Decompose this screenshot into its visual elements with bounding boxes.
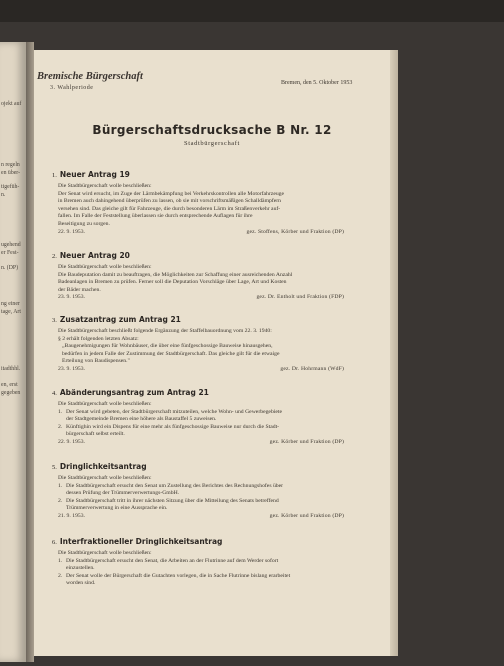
section-body xyxy=(58,550,358,588)
signature-signers: gez. Körber und Fraktion (DP) xyxy=(269,438,344,445)
list-number: 2. xyxy=(58,423,63,430)
list-item xyxy=(58,498,358,513)
left-page-fragment: en über- xyxy=(1,170,21,176)
section-title: Neuer Antrag 19 xyxy=(59,170,130,179)
signature-row xyxy=(58,439,358,447)
text-line: dessen Prüfung der Trümmerverwertungs-GmbH. xyxy=(66,490,180,497)
left-page-fragment: er Fest- xyxy=(1,250,19,256)
list-item xyxy=(58,409,358,424)
signature-signers: gez. Körber und Fraktion (DP) xyxy=(269,512,344,519)
section-number: 6. xyxy=(52,539,57,546)
section-heading xyxy=(52,316,181,325)
text-line: § 2 erhält folgenden letzten Absatz: xyxy=(58,335,139,342)
signature-signers: gez. Dr. Entholt und Fraktion (FDP) xyxy=(256,294,344,301)
signature-date: 22. 9. 1953. xyxy=(58,438,86,445)
top-dark-border xyxy=(0,0,504,22)
left-page-fragment: n. xyxy=(1,192,6,198)
section-number: 2. xyxy=(52,253,57,260)
list-item xyxy=(58,558,358,573)
section-title: Neuer Antrag 20 xyxy=(59,251,130,260)
section-title: Abänderungsantrag zum Antrag 21 xyxy=(59,388,209,397)
list-number: 1. xyxy=(58,557,63,564)
section-body xyxy=(58,475,358,521)
left-page-fragment: ng einer xyxy=(1,301,20,307)
text-line: Künftighin wird ein Dispens für eine mehr als fünfgeschossige Bauweise nur durch die Stadt- xyxy=(66,423,280,430)
section-number: 5. xyxy=(52,464,57,471)
signature-signers: gez. Dr. Hohrmann (WdF) xyxy=(280,365,344,372)
section-body xyxy=(58,183,358,236)
text-line: Badeanlagen in Bremen zu prüfen. Ferner soll die Deputation Vorschläge über Lage, Art und Kosten xyxy=(58,279,287,286)
signature-date: 21. 9. 1953. xyxy=(58,512,86,519)
left-page-fragment: itadthhl. xyxy=(1,366,21,372)
text-line: Die Stadtbürgerschaft tritt in ihrer nächsten Sitzung über die Mitteilung des Senats betreffend xyxy=(66,497,279,504)
section-body xyxy=(58,264,358,302)
text-line: in Bremen auch dahingehend überprüfen zu lassen, ob sie mit vorschriftsmäßigen Schalldämpfern xyxy=(58,198,282,205)
left-page-fragment: n. (DP) xyxy=(1,265,19,271)
text-line: Die Stadtbürgerschaft ersucht den Senat, die Arbeiten an der Flutrinne auf dem Werder sofort xyxy=(66,557,279,564)
list-number: 2. xyxy=(58,572,63,579)
left-page-fragment: tigefüh- xyxy=(1,184,20,190)
left-page-fragment: gegeben xyxy=(1,390,21,396)
list-number: 1. xyxy=(58,408,63,415)
section-heading xyxy=(52,171,130,180)
signature-date: 23. 9. 1953. xyxy=(58,365,86,372)
organization-name: Bremische Bürgerschaft xyxy=(37,71,143,82)
left-page-fragment: n regeln xyxy=(1,162,20,168)
left-page-margin xyxy=(0,42,26,662)
text-line: der Stadtgemeinde Bremen eine höhere als Baustaffel 5 zuweisen. xyxy=(66,416,217,423)
text-line: Der Senat wird ersucht, im Zuge der Lärmbekämpfung bei Verkehrskontrollen alle Motorfahrzeuge xyxy=(58,190,285,197)
section-title: Zusatzantrag zum Antrag 21 xyxy=(59,315,181,324)
text-line: versehen sind. Das gleiche gilt für Fahrzeuge, die durch besonderen Lärm im Straßenverkehr auf- xyxy=(58,205,281,212)
left-page-fragment: ugehend xyxy=(1,242,21,248)
text-line: Der Senat wird gebeten, der Stadtbürgerschaft mitzuteilen, welche Wohn- und Gewerbegebiete xyxy=(66,408,283,415)
section-intro: Die Stadtbürgerschaft wolle beschließen: xyxy=(58,264,152,270)
section-intro: Die Stadtbürgerschaft wolle beschließen: xyxy=(58,550,152,556)
section-heading xyxy=(52,389,209,398)
list-item xyxy=(58,483,358,498)
list-number: 2. xyxy=(58,497,63,504)
text-line: bedürfen in jedem Falle der Zustimmung der Stadtbürgerschaft. Das gleiche gilt für die etwaige xyxy=(62,350,280,357)
section-heading xyxy=(52,538,222,547)
book-gutter xyxy=(26,42,34,662)
section-title: Dringlichkeitsantrag xyxy=(59,462,147,471)
section-number: 4. xyxy=(52,390,57,397)
text-line: Trümmerverwertung in eine Aussprache ein. xyxy=(66,505,168,512)
document-page xyxy=(34,50,390,656)
section-intro: Die Stadtbürgerschaft beschließt folgende Ergänzung der Staffelbauordnung vom 22. 3. 1940: xyxy=(58,328,272,334)
section-number: 1. xyxy=(52,172,57,179)
signature-row xyxy=(58,294,358,302)
left-page-fragment: ojekt auf xyxy=(1,101,22,107)
text-line: „Baugenehmigungen für Wohnbäuser, die über eine fünfgeschossige Bauweise hinausgehen, xyxy=(62,343,273,350)
section-heading xyxy=(52,463,147,472)
text-line: Die Baudeputation damit zu beauftragen, die Möglichkeiten zur Schaffung einer ausreichenden Anzahl xyxy=(58,271,293,278)
text-line: Erteilung von Baudispensen." xyxy=(62,358,130,365)
section-intro: Die Stadtbürgerschaft wolle beschließen: xyxy=(58,183,152,189)
text-line: Der Senat wolle der Bürgerschaft die Gutachten vorlegen, die in Sache Flutrinne bislang erarbeitet xyxy=(66,572,291,579)
text-line: der Bäder machen. xyxy=(58,286,101,293)
text-line: worden sind. xyxy=(66,580,96,587)
legislative-period: 3. Wahlperiode xyxy=(50,85,94,91)
section-body xyxy=(58,328,358,374)
text-line: fallen. Im Falle der Feststellung überlassen sie durch entsprechende Auflagen für ihre xyxy=(58,213,253,220)
list-item xyxy=(58,424,358,439)
signature-row xyxy=(58,229,358,237)
section-body xyxy=(58,401,358,447)
signature-row xyxy=(58,513,358,521)
text-line: bürgerschaft selbst erteilt. xyxy=(66,431,125,438)
section-number: 3. xyxy=(52,317,57,324)
text-line: Beseitigung zu sorgen. xyxy=(58,220,110,227)
document-subtitle: Stadtbürgerschaft xyxy=(184,140,240,147)
section-intro: Die Stadtbürgerschaft wolle beschließen: xyxy=(58,401,152,407)
signature-date: 22. 9. 1953. xyxy=(58,228,86,235)
section-heading xyxy=(52,252,130,261)
left-page-fragment: tage, Art xyxy=(1,309,21,315)
document-title: Bürgerschaftsdrucksache B Nr. 12 xyxy=(92,123,332,137)
list-number: 1. xyxy=(58,482,63,489)
section-intro: Die Stadtbürgerschaft wolle beschließen: xyxy=(58,475,152,481)
document-date: Bremen, den 5. Oktober 1953 xyxy=(281,80,353,86)
signature-date: 23. 9. 1953. xyxy=(58,294,86,301)
signature-signers: gez. Stoffens, Körber und Fraktion (DP) xyxy=(246,228,344,235)
signature-row xyxy=(58,366,358,374)
text-line: Die Stadtbürgerschaft ersucht den Senat um Zustellung des Berichtes des Rechnungshofes über xyxy=(66,482,284,489)
section-title: Interfraktioneller Dringlichkeitsantrag xyxy=(59,537,223,546)
text-line: einzustellen. xyxy=(66,565,95,572)
left-page-fragment: en, erst xyxy=(1,382,18,388)
page-edge xyxy=(390,50,398,656)
list-item xyxy=(58,573,358,588)
